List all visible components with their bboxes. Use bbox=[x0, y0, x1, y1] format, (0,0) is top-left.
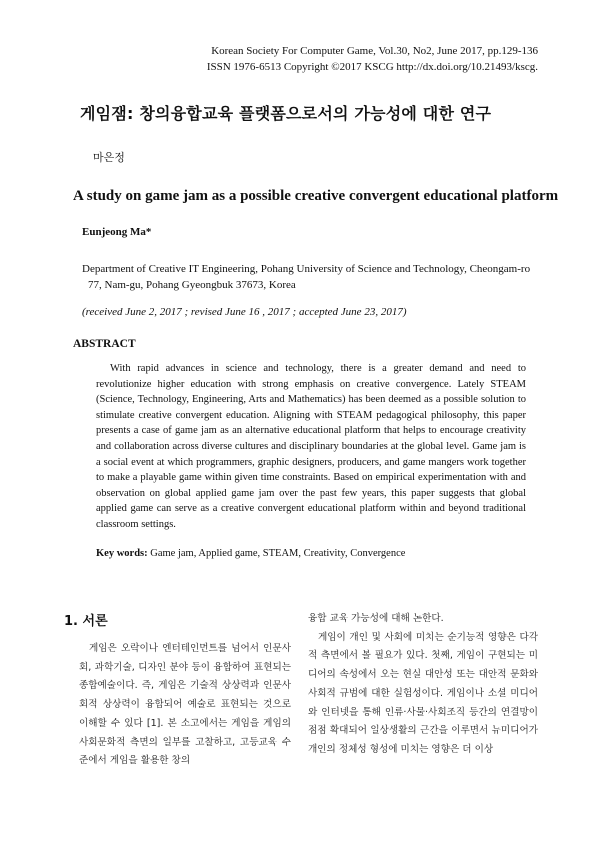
korean-title: 게임잼: 창의융합교육 플랫폼으로서의 가능성에 대한 연구 bbox=[80, 104, 492, 123]
korean-author: 마은정 bbox=[93, 151, 125, 164]
journal-issn: ISSN 1976-6513 Copyright ©2017 KSCG http://dx.doi.org/10.21493/kscg. bbox=[206, 61, 538, 73]
affiliation-line-1: Department of Creative IT Engineering, Pohang University of Science and Technology, Cheongam-ro bbox=[82, 263, 531, 275]
journal-citation: Korean Society For Computer Game, Vol.30, No2, June 2017, pp.129-136 bbox=[211, 45, 538, 57]
right-column-paragraph-1: 융합 교육 가능성에 대해 논한다. bbox=[308, 613, 444, 624]
right-column bbox=[308, 610, 538, 760]
received-dates: (received June 2, 2017 ; revised June 16 , 2017 ; accepted June 23, 2017) bbox=[82, 306, 407, 318]
journal-header bbox=[207, 43, 538, 75]
left-column-text: 게임은 오락이나 엔터테인먼트를 넘어서 인문사회, 과학기술, 디자인 분야 등이 융합하여 표현되는 종합예술이다. 즉, 게임은 기술적 상상력과 인문사회적 상상력이 융합되어 예술로 표현되는 것으로 이해할 수 있다 [1]. 본 소고에서는 게임을 게임의 사회문화적 측면의 일부를 고찰하고, 고등교육 수준에서 게임을 활용한 창의 bbox=[79, 643, 291, 767]
affiliation bbox=[82, 261, 537, 293]
keywords-text: Game jam, Applied game, STEAM, Creativity, Convergence bbox=[150, 548, 406, 559]
affiliation-line-2: 77, Nam-gu, Pohang Gyeongbuk 37673, Korea bbox=[88, 279, 296, 291]
english-author: Eunjeong Ma* bbox=[82, 226, 152, 238]
keywords bbox=[96, 548, 405, 559]
abstract-heading: ABSTRACT bbox=[73, 338, 136, 350]
right-column-paragraph-2: 게임이 개인 및 사회에 미치는 순기능적 영향은 다각적 측면에서 볼 필요가 있다. 첫째, 게임이 구현되는 미디어의 속성에서 오는 현실 대안성 또는 대안적 문화와 사회적 규범에 대한 실험성이다. 게임이나 소셜 미디어와 인터넷을 통해 인류·사물·사회조직 등간의 연결망이 점점 확대되어 일상생활의 근간을 이루면서 뉴미디어가 개인의 정체성 형성에 미치는 영향은 더 이상 bbox=[308, 631, 538, 755]
abstract-text: With rapid advances in science and technology, there is a greater demand and need to revolutionize higher education with strong emphasis on creative convergence. Lately STEAM (Science, Technology, Engineering, Arts and Mathematics) has been deemed as a possible solution to stimulate creative convergent education. Aligning with STEAM pedagogical philosophy, this paper presents a case of game jam as an alternative educational platform that helps to encourage creativity and collaboration across diverse cultures and disciplinary boundaries at the global level. Game jam is a social event at which programmers, graphic designers, producers, and game mangers work together to make a playable game within given time constraints. Based on empirical experimentation with and observation on global applied game jam over the past few years, this paper suggests that global applied game can serve as a creative convergent educational platform within and beyond traditional classroom settings. bbox=[96, 363, 526, 530]
keywords-label: Key words: bbox=[96, 548, 148, 559]
section-heading: 1. 서론 bbox=[64, 614, 108, 629]
english-title: A study on game jam as a possible creative convergent educational platform bbox=[73, 188, 559, 204]
